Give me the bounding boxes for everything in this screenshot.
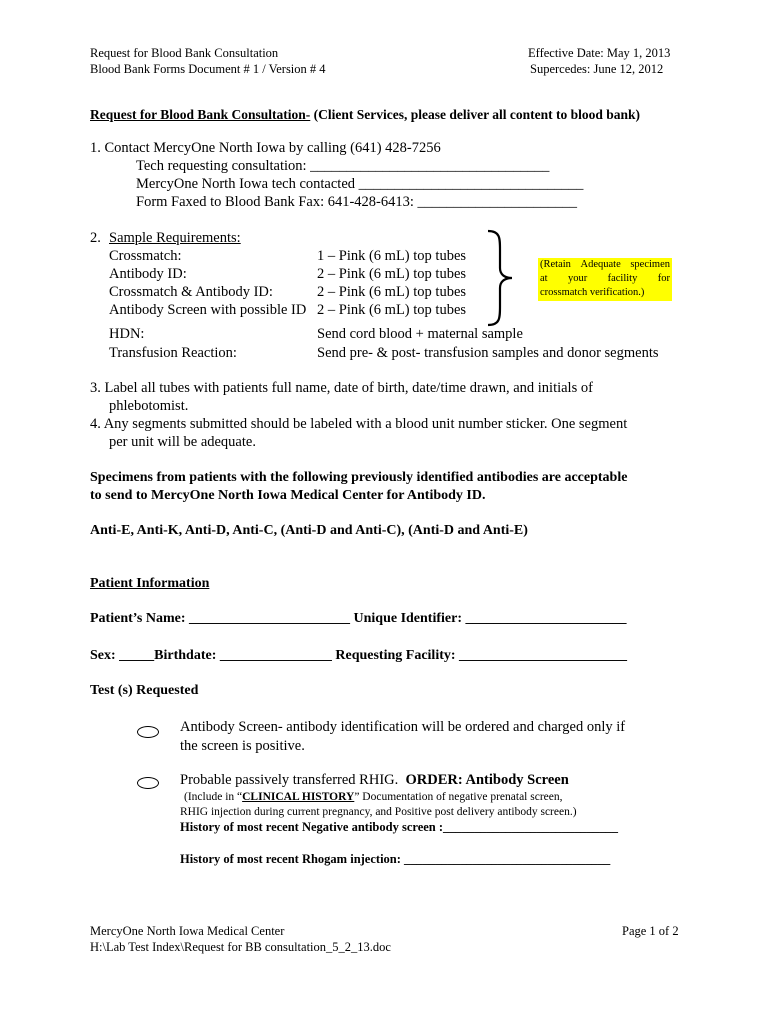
footer-center-name: MercyOne North Iowa Medical Center bbox=[90, 924, 285, 938]
note-word: at bbox=[540, 273, 548, 284]
item1-form-faxed: Form Faxed to Blood Bank Fax: 641-428-6413: ______________________ bbox=[136, 194, 578, 210]
item4-segments-cont: per unit will be adequate. bbox=[109, 434, 256, 450]
patient-info-heading: Patient Information bbox=[90, 576, 210, 591]
note-line-2 bbox=[540, 272, 670, 286]
history-rhogam-injection[interactable]: History of most recent Rhogam injection: _________________________________ bbox=[180, 852, 611, 866]
header-effective-date: Effective Date: May 1, 2013 bbox=[528, 46, 671, 60]
req-antibody-id-value: 2 – Pink (6 mL) top tubes bbox=[317, 266, 467, 282]
item3-label-tubes-cont: phlebotomist. bbox=[109, 398, 189, 414]
note-word: your bbox=[567, 273, 588, 284]
item2-heading: Sample Requirements: bbox=[109, 230, 241, 246]
right-brace-icon bbox=[482, 228, 522, 328]
item3-label-tubes: 3. Label all tubes with patients full name, date of birth, date/time drawn, and initials of bbox=[90, 380, 593, 396]
req-crossmatch-antibody-value: 2 – Pink (6 mL) top tubes bbox=[317, 284, 467, 300]
sex-birthdate-line[interactable]: Sex: _____Birthdate: ________________ Requesting Facility: ________________________ bbox=[90, 648, 628, 663]
clinical-history-label: CLINICAL HISTORY bbox=[242, 791, 355, 803]
item2-number: 2. bbox=[90, 230, 101, 246]
req-hdn-value: Send cord blood + maternal sample bbox=[317, 326, 523, 342]
note-line-3 bbox=[540, 286, 670, 300]
note-prefix: (Include in “ bbox=[184, 791, 243, 803]
note-word: for bbox=[657, 273, 670, 284]
option-rhig-radio[interactable] bbox=[137, 777, 159, 789]
page-title bbox=[90, 107, 640, 123]
note-line-1 bbox=[540, 258, 670, 272]
req-crossmatch-value: 1 – Pink (6 mL) top tubes bbox=[317, 248, 467, 264]
note-word: specimen bbox=[630, 259, 670, 270]
item1-contact: 1. Contact MercyOne North Iowa by calling (641) 428-7256 bbox=[90, 140, 441, 156]
note-word: crossmatch verification.) bbox=[540, 287, 645, 298]
header-supercedes: Supercedes: June 12, 2012 bbox=[530, 62, 664, 76]
option-rhig-label: Probable passively transferred RHIG. bbox=[180, 772, 399, 788]
option-rhig-text bbox=[180, 771, 569, 789]
title-underlined: Request for Blood Bank Consultation- bbox=[90, 107, 311, 122]
note-word: Adequate bbox=[580, 259, 621, 270]
option-antibody-screen-text: Antibody Screen- antibody identification will be ordered and charged only if bbox=[180, 719, 626, 735]
antibody-list: Anti-E, Anti-K, Anti-D, Anti-C, (Anti-D and Anti-C), (Anti-D and Anti-E) bbox=[90, 523, 528, 538]
option-rhig-note bbox=[184, 790, 563, 804]
title-rest: (Client Services, please deliver all content to blood bank) bbox=[310, 107, 641, 122]
option-rhig-order: ORDER: Antibody Screen bbox=[405, 772, 569, 788]
req-hdn-label: HDN: bbox=[109, 326, 145, 342]
item1-tech-contacted: MercyOne North Iowa tech contacted _______________________________ bbox=[136, 176, 584, 192]
req-antibody-screen-label: Antibody Screen with possible ID bbox=[109, 302, 307, 318]
specimens-statement: Specimens from patients with the following previously identified antibodies are acceptable bbox=[90, 470, 628, 485]
req-transfusion-label: Transfusion Reaction: bbox=[109, 345, 237, 361]
req-crossmatch-label: Crossmatch: bbox=[109, 248, 182, 264]
option-rhig-note-cont: RHIG injection during current pregnancy, and Positive post delivery antibody screen.) bbox=[180, 806, 577, 818]
item4-segments: 4. Any segments submitted should be labeled with a blood unit number sticker. One segment bbox=[90, 416, 628, 432]
footer-page-number: Page 1 of 2 bbox=[622, 924, 679, 938]
item1-tech-requesting: Tech requesting consultation: _________________________________ bbox=[136, 158, 550, 174]
note-suffix: ” Documentation of negative prenatal screen, bbox=[354, 791, 563, 803]
option-antibody-screen-text-cont: the screen is positive. bbox=[180, 738, 305, 754]
header-doc-version: Blood Bank Forms Document # 1 / Version # 4 bbox=[90, 62, 326, 76]
specimens-statement-cont: to send to MercyOne North Iowa Medical Center for Antibody ID. bbox=[90, 488, 486, 503]
footer-file-path: H:\Lab Test Index\Request for BB consultation_5_2_13.doc bbox=[90, 940, 391, 954]
req-crossmatch-antibody-label: Crossmatch & Antibody ID: bbox=[109, 284, 273, 300]
option-antibody-screen-radio[interactable] bbox=[137, 726, 159, 738]
patient-name-line[interactable]: Patient’s Name: _______________________ Unique Identifier: _______________________ bbox=[90, 611, 627, 626]
req-antibody-screen-value: 2 – Pink (6 mL) top tubes bbox=[317, 302, 467, 318]
header-doc-title: Request for Blood Bank Consultation bbox=[90, 46, 279, 60]
req-antibody-id-label: Antibody ID: bbox=[109, 266, 187, 282]
history-negative-screen[interactable]: History of most recent Negative antibody screen :____________________________ bbox=[180, 820, 619, 834]
req-transfusion-value: Send pre- & post- transfusion samples and donor segments bbox=[317, 345, 659, 361]
tests-heading: Test (s) Requested bbox=[90, 683, 199, 698]
note-word: (Retain bbox=[540, 259, 571, 270]
note-word: facility bbox=[607, 273, 638, 284]
retain-specimen-note bbox=[538, 258, 672, 301]
